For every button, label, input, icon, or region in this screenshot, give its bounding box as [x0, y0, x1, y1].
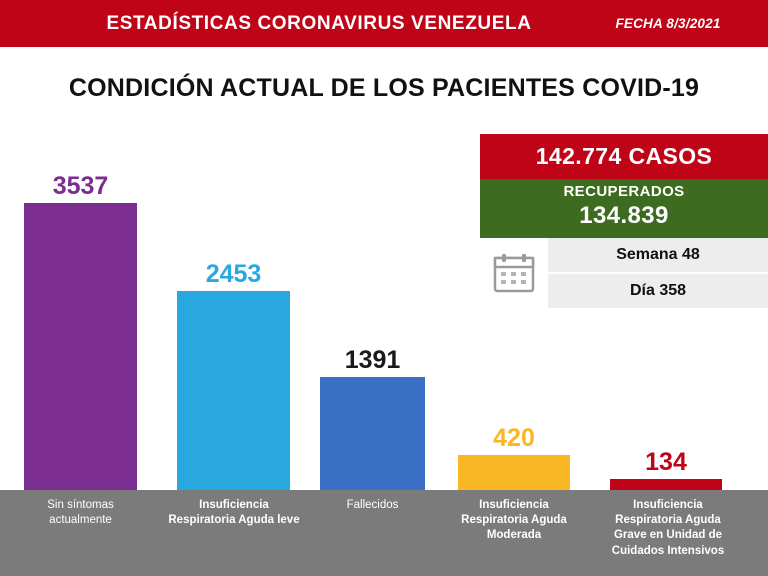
period-info [480, 238, 768, 308]
bar-rect [24, 203, 137, 490]
axis-label [320, 498, 425, 513]
axis-label-line: Grave en Unidad de [613, 529, 722, 542]
period-rows [548, 238, 768, 308]
bar-rect [177, 291, 290, 490]
page-title: CONDICIÓN ACTUAL DE LOS PACIENTES COVID-19 [68, 74, 700, 102]
bar-value-label: 2453 [205, 259, 262, 288]
header-bar [0, 0, 768, 47]
bar-rect [458, 455, 570, 490]
axis-label-line: Insuficiencia [479, 499, 549, 511]
axis-label [600, 498, 736, 559]
axis-label-line: Respiratoria Aguda leve [168, 514, 300, 527]
bar-rect [610, 479, 722, 490]
bar-value-label: 420 [493, 423, 535, 452]
axis-label-line: Sin síntomas [47, 499, 114, 511]
axis-label-line: actualmente [49, 514, 112, 527]
recovered-value: 134.839 [480, 202, 768, 238]
bar-group [320, 347, 425, 490]
week-row: Semana 48 [548, 238, 768, 274]
axis-label-line: Moderada [486, 529, 542, 542]
page-header-title: ESTADÍSTICAS CORONAVIRUS VENEZUELA [106, 12, 532, 34]
axis-label [24, 498, 137, 528]
bar-group [24, 173, 137, 490]
header-date: FECHA 8/3/2021 [615, 16, 721, 31]
day-row: Día 358 [548, 274, 768, 308]
bar-group [458, 425, 570, 490]
bar-group [610, 449, 722, 490]
axis-labels-strip [0, 490, 768, 576]
bar-value-label: 3537 [52, 171, 109, 200]
axis-label-line: Fallecidos [346, 499, 399, 511]
bar-value-label: 1391 [344, 345, 401, 374]
axis-label [163, 498, 305, 528]
bar-rect [320, 377, 425, 490]
calendar-icon [480, 238, 548, 308]
axis-label-line: Respiratoria Aguda [615, 514, 721, 527]
axis-label-line: Insuficiencia [633, 499, 703, 511]
axis-label-line: Insuficiencia [199, 499, 269, 511]
summary-panel [480, 134, 768, 308]
bar-value-label: 134 [645, 447, 687, 476]
bar-group [177, 261, 290, 490]
axis-label [452, 498, 576, 544]
total-cases-badge: 142.774 CASOS [480, 134, 768, 179]
axis-label-line: Respiratoria Aguda [461, 514, 567, 527]
axis-label-line: Cuidados Intensivos [611, 544, 725, 557]
recovered-label: RECUPERADOS [480, 179, 768, 202]
